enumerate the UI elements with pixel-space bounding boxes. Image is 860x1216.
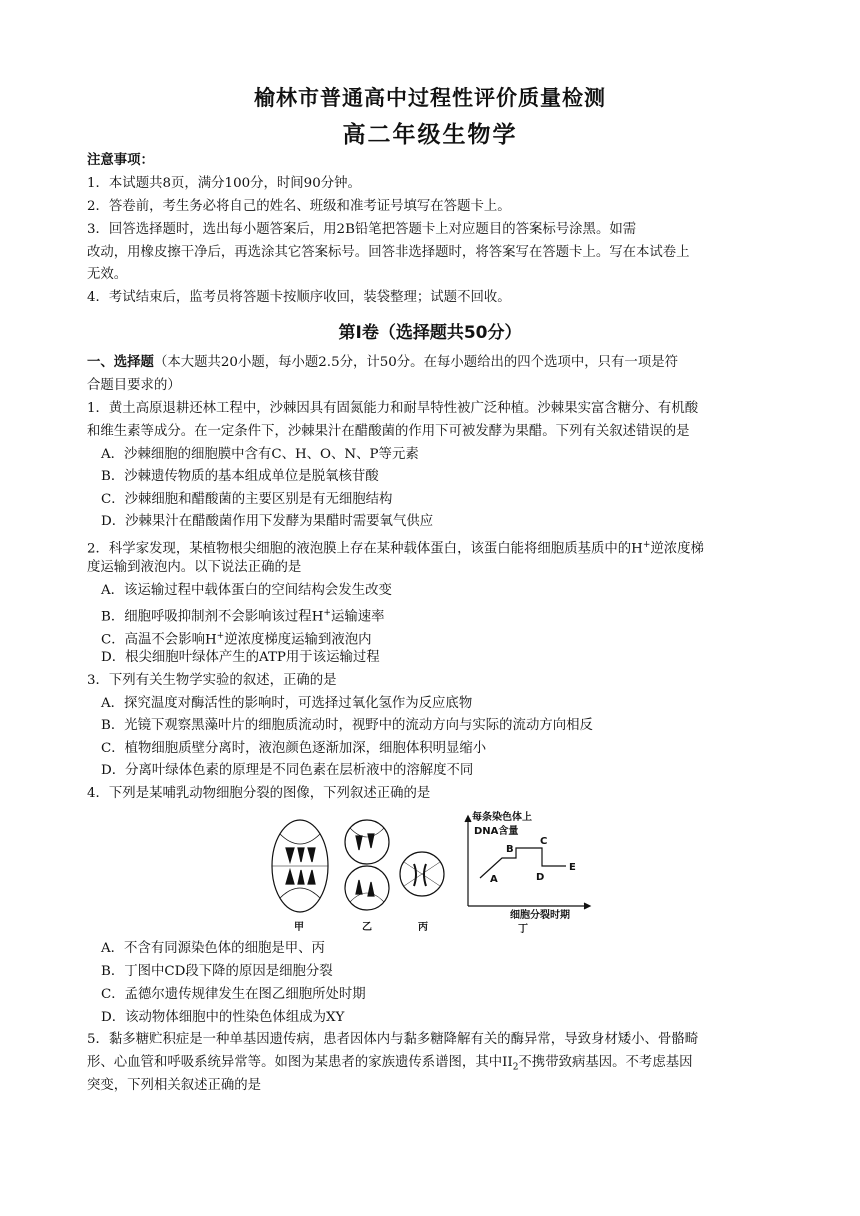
cell-division-figure	[270, 806, 600, 936]
label-jia: 甲	[294, 922, 304, 933]
q4-option-a: A．不含有同源染色体的细胞是甲、丙	[101, 941, 325, 956]
q2-option-c	[101, 627, 372, 649]
part-description: （本大题共20小题，每小题2.5分，计50分。在每小题给出的四个选项中，只有一项是符	[153, 355, 678, 370]
note-3-line-2: 改动，用橡皮擦干净后，再选涂其它答案标号。回答非选择题时，将答案写在答题卡上。写在本试卷上	[87, 245, 690, 260]
q1-option-c: C．沙棘细胞和醋酸菌的主要区别是有无细胞结构	[101, 492, 393, 507]
label-ding: 丁	[518, 924, 528, 935]
point-e: E	[569, 862, 576, 873]
point-b: B	[506, 844, 514, 855]
ii2-subscript: 2	[512, 1062, 519, 1073]
section-title: 第Ⅰ卷（选择题共50分）	[338, 323, 522, 343]
q2-option-c-text: C．高温不会影响H	[101, 632, 217, 648]
h-superscript: +	[216, 631, 225, 641]
label-bing: 丙	[418, 922, 428, 933]
note-1: 1．本试题共8页，满分100分，时间90分钟。	[87, 176, 361, 191]
q2-option-b-tail: 运输速率	[330, 609, 385, 625]
q5-stem-1: 5．黏多糖贮积症是一种单基因遗传病，患者因体内与黏多糖降解有关的酶异常，导致身材矮小、骨骼畸	[87, 1032, 699, 1047]
q5-stem-2-text: 形、心血管和呼吸系统异常等。如图为某患者的家族遗传系谱图，其中II	[87, 1055, 513, 1070]
q2-option-d: D．根尖细胞叶绿体产生的ATP用于该运输过程	[101, 650, 380, 665]
notes-heading: 注意事项：	[87, 153, 154, 168]
q2-stem-1	[87, 536, 704, 558]
q2-option-b-text: B．细胞呼吸抑制剂不会影响该过程H	[101, 609, 324, 625]
h-superscript: +	[323, 608, 331, 618]
cell-bing	[400, 852, 444, 896]
q2-stem-1-tail: 逆浓度梯	[650, 541, 704, 557]
q3-option-b: B．光镜下观察黑藻叶片的细胞质流动时，视野中的流动方向与实际的流动方向相反	[101, 718, 593, 733]
q5-stem-2-tail: 不携带致病基因。不考虑基因	[518, 1055, 693, 1070]
point-d: D	[536, 872, 545, 883]
q3-option-a: A．探究温度对酶活性的影响时，可选择过氧化氢作为反应底物	[101, 696, 473, 711]
q2-option-b	[101, 604, 385, 626]
q2-option-a: A．该运输过程中载体蛋白的空间结构会发生改变	[101, 583, 392, 598]
q4-option-b: B．丁图中CD段下降的原因是细胞分裂	[101, 964, 333, 979]
x-axis-label: 细胞分裂时期	[510, 910, 570, 921]
y-axis-label-2: DNA含量	[474, 826, 519, 837]
q3-option-c: C．植物细胞质壁分离时，液泡颜色逐渐加深，细胞体积明显缩小	[101, 741, 487, 756]
note-3-line-3: 无效。	[87, 267, 128, 282]
part-label: 一、选择题	[87, 355, 154, 370]
q4-option-d: D．该动物体细胞中的性染色体组成为XY	[101, 1010, 345, 1025]
q5-stem-3: 突变，下列相关叙述正确的是	[87, 1078, 262, 1093]
q3-stem: 3．下列有关生物学实验的叙述，正确的是	[87, 673, 337, 688]
point-a: A	[490, 874, 498, 885]
h-superscript: +	[642, 540, 651, 550]
cell-yi	[345, 820, 389, 910]
q3-option-d: D．分离叶绿体色素的原理是不同色素在层析液中的溶解度不同	[101, 763, 474, 778]
exam-subtitle: 高二年级生物学	[342, 122, 518, 148]
part-description-cont: 合题目要求的）	[87, 378, 181, 393]
q1-stem-1: 1．黄土高原退耕还林工程中，沙棘因具有固氮能力和耐旱特性被广泛种植。沙棘果实富含糖分、有机酸	[87, 401, 699, 416]
q4-option-c: C．孟德尔遗传规律发生在图乙细胞所处时期	[101, 987, 366, 1002]
q1-stem-2: 和维生素等成分。在一定条件下，沙棘果汁在醋酸菌的作用下可被发酵为果醋。下列有关叙述错误的是	[87, 424, 690, 439]
q1-option-a: A．沙棘细胞的细胞膜中含有C、H、O、N、P等元素	[101, 447, 419, 462]
q5-stem-2	[87, 1054, 693, 1077]
exam-title: 榆林市普通高中过程性评价质量检测	[254, 86, 606, 110]
label-yi: 乙	[362, 922, 372, 933]
y-axis-label-1: 每条染色体上	[472, 812, 532, 823]
part-intro	[87, 354, 678, 372]
note-2: 2．答卷前，考生务必将自己的姓名、班级和准考证号填写在答题卡上。	[87, 199, 511, 214]
q4-stem: 4．下列是某哺乳动物细胞分裂的图像，下列叙述正确的是	[87, 786, 431, 801]
q2-option-c-tail: 逆浓度梯度运输到液泡内	[224, 632, 372, 648]
note-3-line-1: 3．回答选择题时，选出每小题答案后，用2B铅笔把答题卡上对应题目的答案标号涂黑。如需	[87, 222, 637, 237]
point-c: C	[540, 836, 548, 847]
q2-stem-2: 度运输到液泡内。以下说法正确的是	[87, 560, 302, 575]
cell-jia	[272, 820, 328, 912]
note-4: 4．考试结束后，监考员将答题卡按顺序收回，装袋整理；试题不回收。	[87, 290, 511, 305]
q2-stem-1-text: 2．科学家发现，某植物根尖细胞的液泡膜上存在某种载体蛋白，该蛋白能将细胞质基质中的H	[87, 541, 643, 557]
q1-option-b: B．沙棘遗传物质的基本组成单位是脱氧核苷酸	[101, 469, 379, 484]
q1-option-d: D．沙棘果汁在醋酸菌作用下发酵为果醋时需要氧气供应	[101, 514, 434, 529]
